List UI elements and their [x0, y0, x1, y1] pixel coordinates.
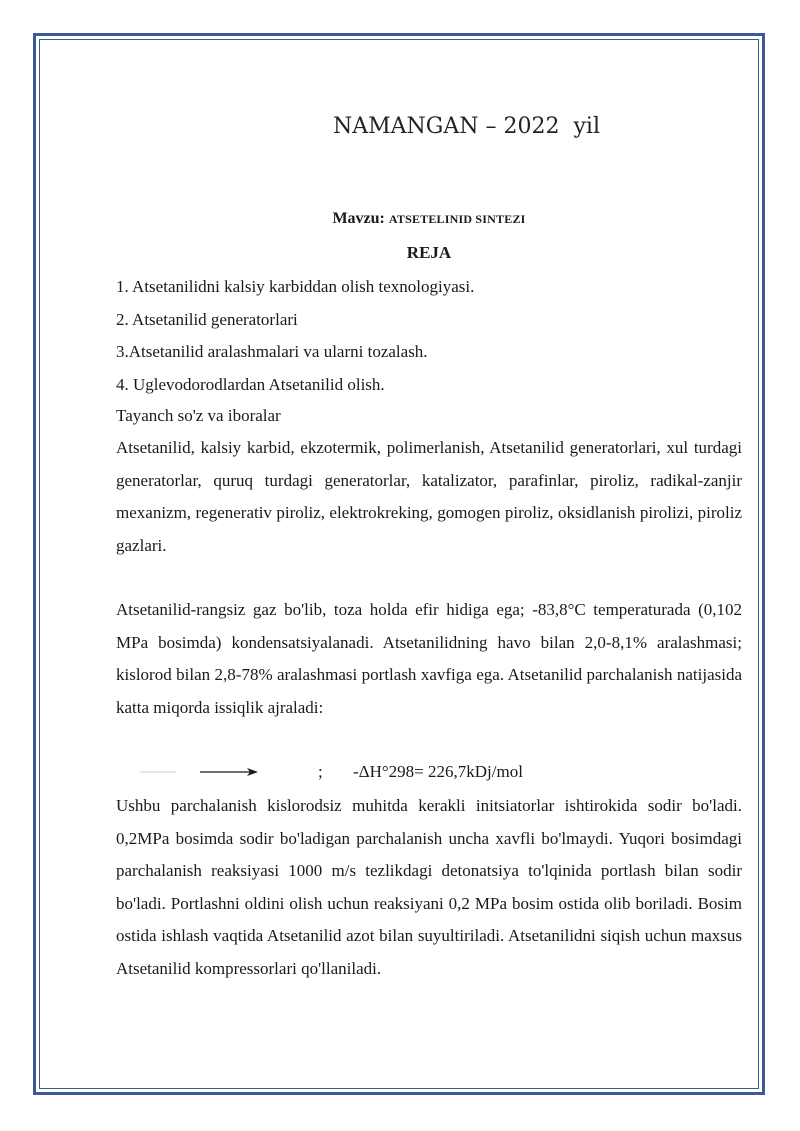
topic-label: Mavzu: — [332, 210, 385, 227]
plan-item: 1. Atsetanilidni kalsiy karbiddan olish texnologiyasi. — [116, 277, 475, 296]
keywords-title: Tayanch so'z va iboralar — [116, 406, 281, 425]
equation-separator: ; — [318, 762, 323, 781]
plan-item: 4. Uglevodorodlardan Atsetanilid olish. — [116, 374, 385, 394]
plan-item: 2. Atsetanilid generatorlari — [116, 309, 298, 329]
plan-heading: REJA — [406, 243, 452, 262]
topic-title: ATSETELINID SINTEZI — [388, 212, 526, 226]
plan-item: 3.Atsetanilid aralashmalari va ularni tozalash. — [116, 342, 428, 361]
keywords-paragraph: Atsetanilid, kalsiy karbid, ekzotermik, polimerlanish, Atsetanilid generatorlari, xul turdagi generatorlar, quruq turdagi generatorlar, katalizator, parafinlar, piroliz, radikal-zanjir mexanizm, regenerativ piroliz, elektrokreking, gomogen piroliz, oksidlanish pirolizi, piroliz gazlari. — [116, 438, 742, 555]
body-paragraph: Ushbu parchalanish kislorodsiz muhitda kerakli initsiatorlar ishtirokida sodir bo'ladi. 0,2MPa bosimda sodir bo'ladigan parchalanish uncha xavfli bo'lmaydi. Yuqori bosimdagi parchalanish reaksiyasi 1000 m/s tezlikdagi detonatsiya to'lqinida portlash bilan sodir bo'ladi. Portlashni oldini olish uchun reaksiyani 0,2 MPa bosim ostida olib boriladi. Bosim ostida ishlash vaqtida Atsetanilid azot bilan suyultiriladi. Atsetanilidni siqish uchun maxsus Atsetanilid kompressorlari qo'llaniladi. — [116, 796, 742, 978]
intro-paragraph: Atsetanilid-rangsiz gaz bo'lib, toza holda efir hidiga ega; -83,8°C temperaturada (0,102 MPa bosimda) kondensatsiyalanadi. Atsetanilidning havo bilan 2,0-8,1% aralashmasi; kislorod bilan 2,8-78% aralashmasi portlash xavfiga ega. Atsetanilid parchalanish natijasida katta miqorda issiqlik ajraladi: — [116, 600, 742, 717]
enthalpy-value: -ΔH°298= 226,7kDj/mol — [353, 762, 523, 781]
formula-placeholder — [140, 771, 176, 773]
city-year-heading: NAMANGAN – 2022 yil — [333, 114, 600, 139]
reaction-arrow-icon — [200, 762, 260, 782]
plan-list — [116, 271, 742, 401]
topic-line — [0, 210, 800, 228]
reaction-equation — [116, 758, 742, 790]
